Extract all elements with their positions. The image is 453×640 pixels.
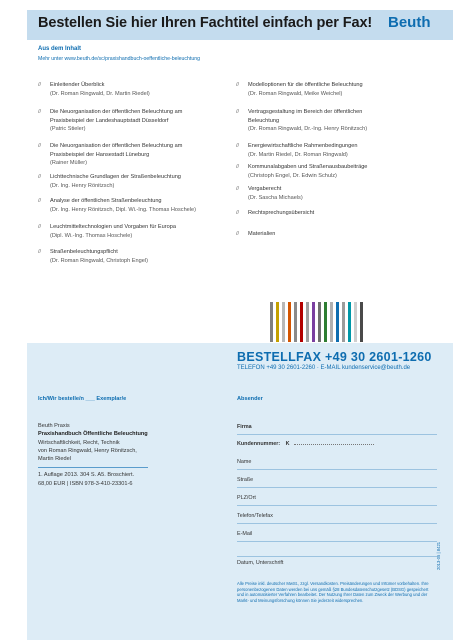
- color-stripe: [282, 302, 285, 342]
- toc-bullet: //: [38, 198, 42, 204]
- toc-item: [38, 223, 228, 240]
- telefon-line: [237, 523, 437, 524]
- color-stripe: [276, 302, 279, 342]
- email-label: E-Mail: [237, 531, 253, 537]
- toc-item: [38, 248, 228, 265]
- toc-item: [38, 81, 228, 98]
- plz-ort-label: PLZ/Ort: [237, 495, 256, 501]
- color-stripe: [354, 302, 357, 342]
- beuth-logo: Beuth: [388, 14, 431, 31]
- order-quantity-heading[interactable]: Ich/Wir bestelle/n ___ Exemplar/e: [38, 396, 127, 402]
- toc-item-authors: (Dr. Ing. Henry Rönitzsch, Dipl. Wi.-Ing. Thomas Hoschele): [50, 206, 197, 213]
- toc-bullet: //: [236, 82, 240, 88]
- toc-bullet: //: [236, 210, 240, 216]
- toc-item: [38, 108, 228, 134]
- color-stripe: [348, 302, 351, 342]
- toc-item: [236, 108, 436, 134]
- toc-bullet: //: [236, 186, 240, 192]
- plz-ort-line: [237, 505, 437, 506]
- toc-bullet: //: [38, 224, 42, 230]
- strasse-line: [237, 487, 437, 488]
- toc-item-title: Vergaberecht: [248, 186, 282, 192]
- color-stripe: [270, 302, 273, 342]
- color-stripe: [324, 302, 327, 342]
- color-stripes: [270, 302, 363, 342]
- toc-item-title: Analyse der öffentlichen Straßenbeleuchtung: [50, 198, 162, 204]
- color-stripe: [300, 302, 303, 342]
- color-stripe: [330, 302, 333, 342]
- toc-item-title: Leuchtmitteltechnologien und Vorgaben für Europa: [50, 224, 176, 230]
- toc-item: [236, 163, 436, 180]
- toc-item-title: Modelloptionen für die öffentliche Beleuchtung: [248, 82, 363, 88]
- toc-bullet: //: [38, 174, 42, 180]
- book-subtitle: Wirtschaftlichkeit, Recht, Technik: [38, 439, 120, 446]
- book-publisher-line: Beuth Praxis: [38, 423, 70, 429]
- toc-item-title: Praxisbeispiel der Hansestadt Lüneburg: [50, 151, 150, 158]
- book-title: Praxishandbuch Öffentliche Beleuchtung: [38, 431, 148, 438]
- toc-item-authors: (Dipl. Wi.-Ing. Thomas Hoschele): [50, 232, 133, 239]
- toc-bullet: //: [38, 82, 42, 88]
- toc-bullet: //: [38, 143, 42, 149]
- toc-bullet: //: [38, 249, 42, 255]
- toc-item: [236, 81, 436, 98]
- contents-title: Aus dem Inhalt: [38, 46, 82, 52]
- color-stripe: [342, 302, 345, 342]
- toc-item-title: Vertragsgestaltung im Bereich der öffentlichen: [248, 109, 363, 115]
- book-authors-1: von Roman Ringwald, Henry Rönitzsch,: [38, 447, 137, 454]
- toc-item-title: Materialien: [248, 231, 276, 237]
- toc-item-authors: (Dr. Martin Riedel, Dr. Roman Ringwald): [248, 151, 348, 158]
- toc-item-authors: (Dr. Ing. Henry Rönitzsch): [50, 182, 115, 189]
- toc-item-authors: (Dr. Roman Ringwald, Christoph Engel): [50, 257, 148, 264]
- toc-item-authors: (Dr. Roman Ringwald, Dr. Martin Riedel): [50, 90, 150, 97]
- strasse-field[interactable]: [237, 477, 437, 483]
- toc-item: [236, 230, 436, 239]
- toc-item: [38, 142, 228, 168]
- email-field[interactable]: [237, 531, 437, 537]
- telefon-field[interactable]: [237, 513, 437, 519]
- book-price-isbn: 68,00 EUR | ISBN 978-3-410-23301-6: [38, 480, 133, 487]
- toc-item-title: Lichttechnische Grundlagen der Straßenbeleuchtung: [50, 174, 181, 180]
- book-edition: 1. Auflage 2013. 304 S. A5. Broschiert.: [38, 472, 135, 479]
- toc-item-authors: (Rainer Müller): [50, 160, 87, 167]
- color-stripe: [336, 302, 339, 342]
- page-title: Bestellen Sie hier Ihren Fachtitel einfach per Fax!: [38, 15, 373, 31]
- toc-bullet: //: [236, 143, 240, 149]
- toc-bullet: //: [236, 231, 240, 237]
- kundennummer-label: Kundennummer:: [237, 441, 281, 447]
- toc-item-title: Einleitender Überblick: [50, 82, 105, 88]
- toc-bullet: //: [38, 109, 42, 115]
- strasse-label: Straße: [237, 477, 254, 483]
- toc-item-title: Praxisbeispiel der Landeshauptstadt Düsseldorf: [50, 117, 169, 124]
- book-details: [38, 422, 216, 488]
- toc-item: [38, 173, 228, 190]
- toc-bullet: //: [236, 109, 240, 115]
- toc-item: [38, 197, 228, 214]
- print-code: 2013-05 | 8421: [436, 541, 441, 570]
- plz-ort-field[interactable]: [237, 495, 437, 501]
- phone-email: TELEFON +49 30 2601-2260 · E-MAIL kundenservice@beuth.de: [237, 365, 411, 371]
- toc-item-authors: (Christoph Engel, Dr. Edwin Schulz): [248, 172, 337, 179]
- toc-item-title: Kommunalabgaben und Straßenausbaubeiträge: [248, 164, 368, 170]
- email-line: [237, 541, 437, 542]
- book-authors-2: Martin Riedel: [38, 456, 71, 463]
- toc-item-title: Rechtsprechungsübersicht: [248, 210, 315, 216]
- color-stripe: [288, 302, 291, 342]
- toc-bullet: //: [236, 164, 240, 170]
- toc-item-authors: (Dr. Sascha Michaels): [248, 194, 303, 201]
- firma-field[interactable]: [237, 424, 437, 430]
- fax-number: BESTELLFAX +49 30 2601-1260: [237, 350, 432, 364]
- name-line: [237, 469, 437, 470]
- toc-item-title: Die Neuorganisation der öffentlichen Beleuchtung am: [50, 109, 183, 115]
- toc-item: [236, 185, 436, 202]
- fine-print: Alle Preise inkl. deutscher MwSt., zzgl. Versandkosten. Preisänderungen und Irrtümer vorbehalten. Ihre personenbezogenen Daten werden bei uns gemäß §28 Bundesdatenschutzgesetz (BDSG) gespeichert und in automatisierter Verfahren bearbeitet. Der Nutzung Ihrer Daten zum Zweck der Werbung und der Markt- und Meinungsforschung können Sie jederzeit widersprechen.: [237, 581, 429, 603]
- toc-item-title: Die Neuorganisation der öffentlichen Beleuchtung am: [50, 143, 183, 149]
- datum-label: Datum, Unterschrift: [237, 560, 284, 566]
- color-stripe: [318, 302, 321, 342]
- firma-line: [237, 434, 437, 435]
- telefon-label: Telefon/Telefax: [237, 513, 273, 519]
- toc-item-authors: (Dr. Roman Ringwald, Meike Weichel): [248, 90, 343, 97]
- toc-item-title: Beleuchtung: [248, 117, 280, 124]
- toc-item: [236, 209, 436, 218]
- book-separator: [38, 467, 148, 468]
- sender-heading: Absender: [237, 396, 263, 402]
- datum-field[interactable]: [237, 560, 437, 566]
- color-stripe: [360, 302, 363, 342]
- color-stripe: [312, 302, 315, 342]
- name-label: Name: [237, 459, 252, 465]
- toc-item-title: Straßenbeleuchtungspflicht: [50, 249, 118, 255]
- toc-item: [236, 142, 436, 159]
- firma-label: Firma: [237, 424, 252, 430]
- color-stripe: [294, 302, 297, 342]
- color-stripe: [306, 302, 309, 342]
- toc-item-title: Energiewirtschaftliche Rahmenbedingungen: [248, 143, 358, 149]
- toc-item-authors: (Patric Stieler): [50, 126, 86, 133]
- contents-link[interactable]: Mehr unter www.beuth.de/sc/praxishandbuch-oeffentliche-beleuchtung: [38, 56, 200, 62]
- kundennummer-field[interactable]: [237, 441, 437, 447]
- kundennummer-input[interactable]: [294, 444, 374, 445]
- name-field[interactable]: [237, 459, 437, 465]
- kundennummer-prefix: K: [285, 441, 290, 447]
- toc-item-authors: (Dr. Roman Ringwald, Dr.-Ing. Henry Rönitzsch): [248, 126, 368, 133]
- signature-line: [237, 556, 437, 557]
